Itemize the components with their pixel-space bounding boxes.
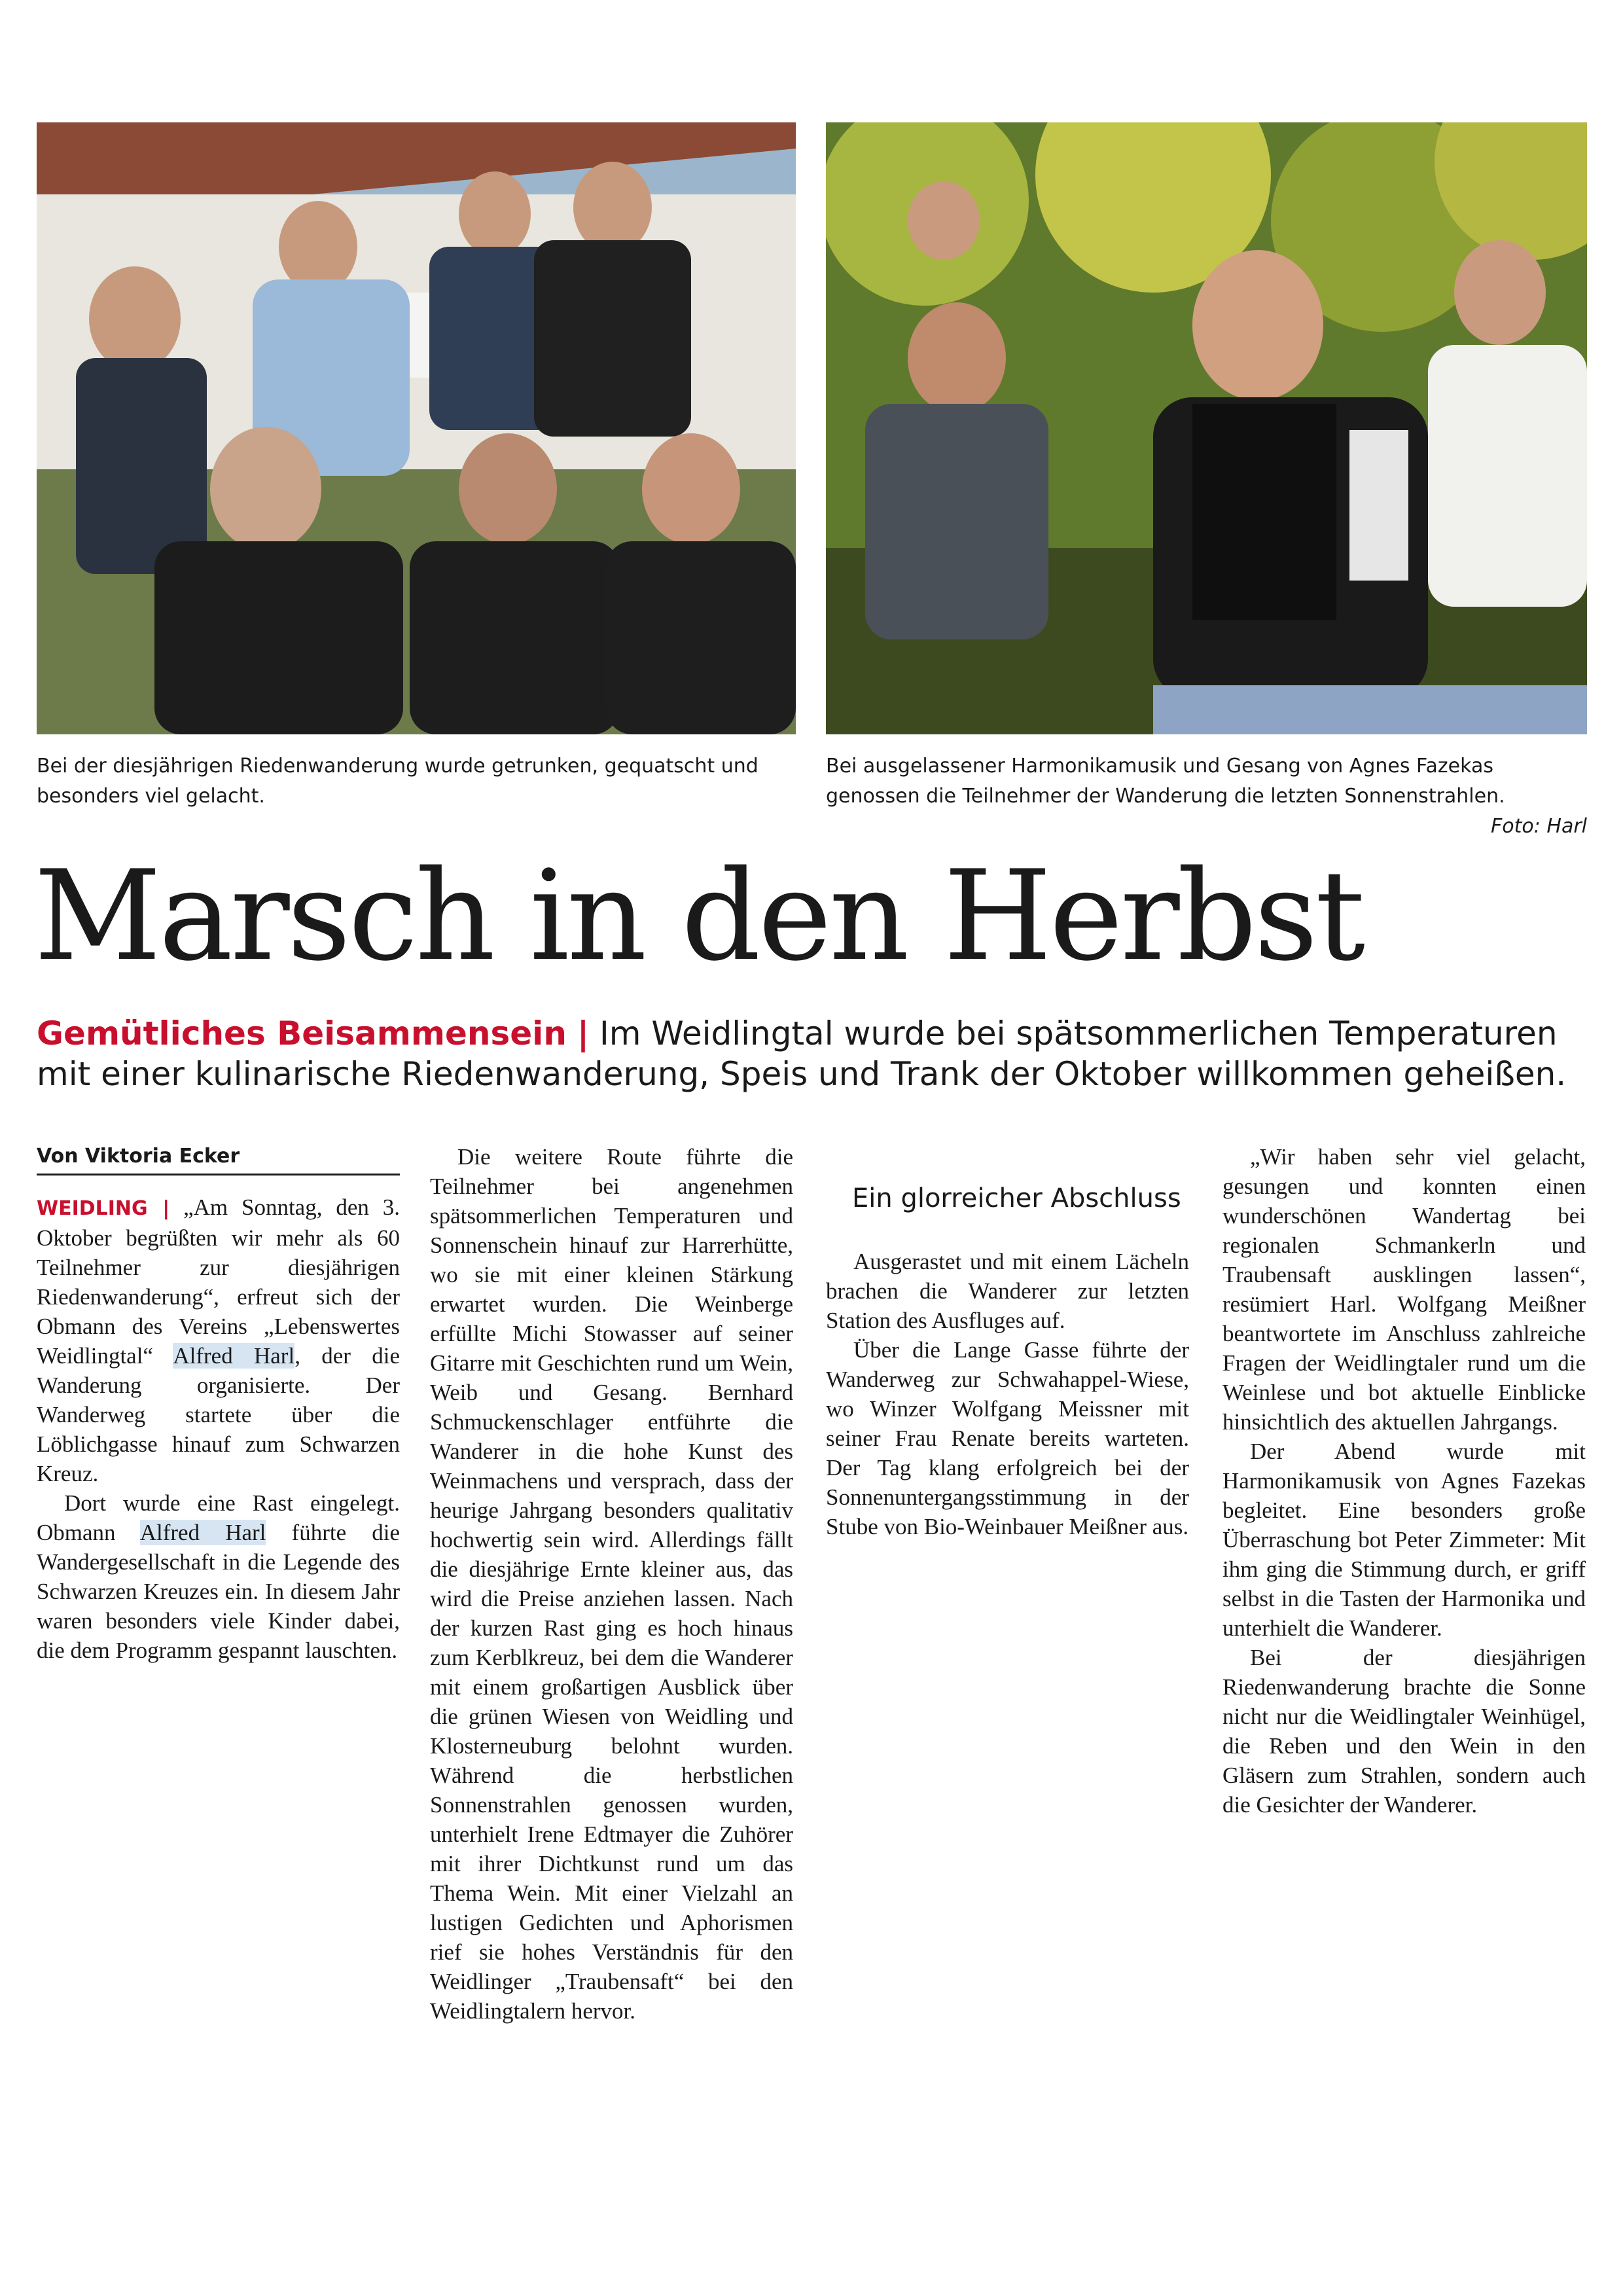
article-column-4: [1222, 1142, 1586, 1820]
photo-caption-right-text: Bei ausgelassener Harmonikamusik und Gesang von Agnes Fazekas genossen die Teilnehmer der Wanderung die letzten Sonnenstrahlen.: [826, 755, 1505, 808]
highlighted-name: Alfred Harl: [139, 1520, 266, 1545]
paragraph-abend: Der Abend wurde mit Harmonikamusik von Agnes Fazekas begleitet. Eine besonders große Überraschung bot Peter Zimmeter: Mit ihm ging die Stimmung durch, er griff selbst in die Tasten der Harmonika und unterhielt die Wanderer.: [1222, 1439, 1586, 1641]
deck-text: Im Weidlingtal wurde bei spätsommerlichen Temperaturen mit einer kulinarische Riedenwanderung, Speis und Trank der Oktober willkommen geheißen.: [37, 1014, 1567, 1093]
photo-caption-left: Bei der diesjährigen Riedenwanderung wurde getrunken, gequatscht und besonders viel gelacht.: [37, 755, 758, 808]
paragraph-intro: [37, 1193, 400, 1488]
article-column-1: [37, 1142, 400, 1665]
deck: [37, 1013, 1588, 1094]
dateline: WEIDLING |: [37, 1197, 170, 1220]
photo-caption-right: [826, 751, 1587, 842]
headline: Marsch in den Herbst: [34, 844, 1363, 988]
paragraph-intro-text-b: , der die Wanderung organisierte. Der Wanderweg startete über die Löblichgasse hinauf zum Schwarzen Kreuz.: [37, 1343, 400, 1486]
paragraph-abschluss: Ausgerastet und mit einem Lächeln brachen die Wanderer zur letzten Station des Ausfluges auf.: [826, 1249, 1189, 1333]
paragraph-rast: [37, 1488, 400, 1665]
paragraph-quote: „Wir haben sehr viel gelacht, gesungen und konnten einen wunderschönen Wandertag bei regionalen Schmankerln und Traubensaft ausklingen lassen“, resümiert Harl. Wolfgang Meißner beantwortete im Anschluss zahlreiche Fragen der Weidlingtaler rund um die Weinlese und bot aktuelle Einblicke hinsichtlich des aktuellen Jahrgangs.: [1222, 1144, 1586, 1435]
paragraph-closing: Bei der diesjährigen Riedenwanderung brachte die Sonne nicht nur die Weidlingtaler Weinhügel, die Reben und den Wein in den Gläsern zum Strahlen, sondern auch die Gesichter der Wanderer.: [1222, 1645, 1586, 1818]
paragraph-route: Die weitere Route führte die Teilnehmer bei angenehmen spätsommerlichen Temperaturen und Sonnenschein hinauf zur Harrerhütte, wo sie mit einer kleinen Stärkung erwartet wurden. Die Weinberge erfüllte Michi Stowasser auf seiner Gitarre mit Geschichten rund um Wein, Weib und Gesang. Bernhard Schmuckenschlager entführte die Wanderer in die hohe Kunst des Weinmachens und versprach, dass der heurige Jahrgang besonders qualitativ hochwertig sein wird. Allerdings fällt die diesjährige Ernte kleiner aus, das wird die Preise anziehen lassen. Nach der kurzen Rast ging es hoch hinaus zum Kerblkreuz, bei dem die Wanderer mit einem großartigen Ausblick über die grünen Wiesen von Weidling und Klosterneuburg belohnt wurden. Während die herbstlichen Sonnenstrahlen genossen wurden, unterhielt Irene Edtmayer die Zuhörer mit ihrer Dichtkunst rund um das Thema Wein. Mit einer Vielzahl an lustigen Gedichten und Aphorismen rief sie hohes Verständnis für den Weidlinger „Traubensaft“ bei den Weidlingtalern hervor.: [430, 1144, 793, 2024]
highlighted-name: Alfred Harl: [173, 1343, 295, 1369]
photo-accordion-player: [826, 122, 1587, 734]
deck-separator: |: [577, 1014, 590, 1052]
photo-hikers-group: [37, 122, 796, 734]
paragraph-rast-text-b: führte die Wandergesellschaft in die Legende des Schwarzen Kreuzes ein. In diesem Jahr waren besonders viele Kinder dabei, die dem Programm gespannt lauschten.: [37, 1520, 400, 1663]
article-column-3: [826, 1142, 1189, 1541]
deck-kicker: Gemütliches Beisammensein: [37, 1014, 567, 1052]
subheading: Ein glorreicher Abschluss: [852, 1183, 1181, 1213]
paragraph-rast-text-a: Dort wurde eine Rast eingelegt. Obmann: [37, 1490, 400, 1545]
photo-credit: Foto: Harl: [1491, 815, 1587, 838]
paragraph-intro-text-a: „Am Sonntag, den 3. Oktober begrüßten wir mehr als 60 Teilnehmer zur diesjährigen Riedenwanderung“, erfreut sich der Obmann des Vereins „Lebenswertes Weidlingtal“: [37, 1194, 401, 1369]
article-column-2: [430, 1142, 793, 2026]
byline: Von Viktoria Ecker: [37, 1142, 400, 1175]
paragraph-schwahappel: Über die Lange Gasse führte der Wanderweg zur Schwahappel-Wiese, wo Winzer Wolfgang Meissner mit seiner Frau Renate bereits warteten. Der Tag klang erfolgreich bei der Sonnenuntergangsstimmung in der Stube von Bio-Weinbauer Meißner aus.: [826, 1337, 1189, 1539]
